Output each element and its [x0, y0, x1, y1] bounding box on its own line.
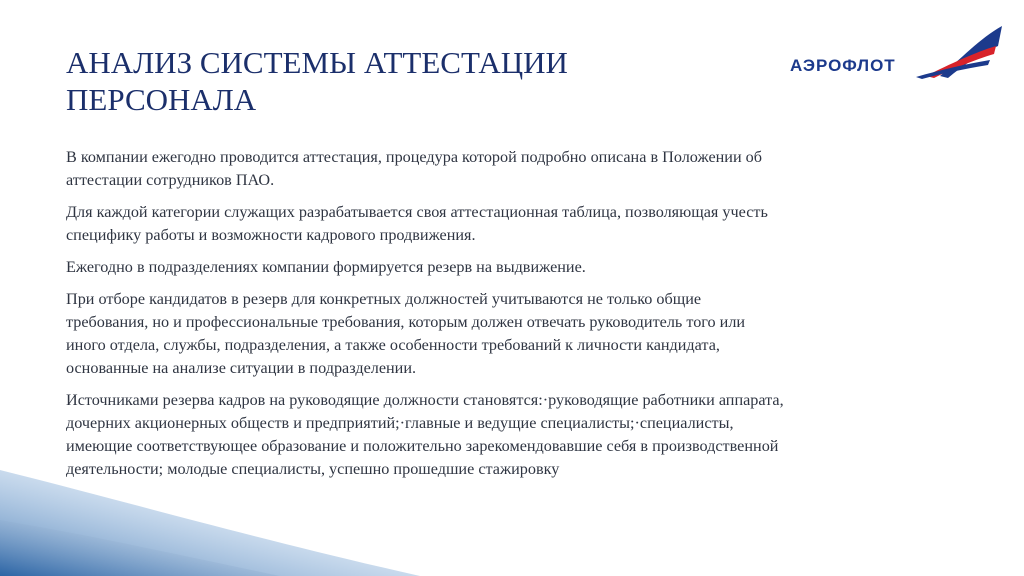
paragraph: Источниками резерва кадров на руководящие должности становятся:·руководящие работники аппарата, дочерних акционерных обществ и предприятий;·главные и ведущие специалисты;·специалисты, имеющие соответствующее образование и положительно зарекомендовавшие себя в производственной деятельности; молодые специалисты, успешно прошедшие стажировку [66, 391, 784, 478]
logo-text: АЭРОФЛОТ [790, 56, 896, 75]
title-line-2: ПЕРСОНАЛА [66, 82, 257, 117]
page-title [66, 44, 706, 118]
paragraph: При отборе кандидатов в резерв для конкретных должностей учитываются не только общие требования, но и профессиональные требования, которым должен отвечать руководитель того или иного отдела, службы, подразделения, а также особенности требований к личности кандидата, основанные на анализе ситуации в подразделении. [66, 290, 746, 377]
aeroflot-logo [790, 24, 1005, 82]
title-line-1: АНАЛИЗ СИСТЕМЫ АТТЕСТАЦИИ [66, 45, 568, 80]
paragraph: Для каждой категории служащих разрабатывается своя аттестационная таблица, позволяющая учесть специфику работы и возможности кадрового продвижения. [66, 203, 768, 244]
paragraph: Ежегодно в подразделениях компании формируется резерв на выдвижение. [66, 258, 586, 276]
paragraph: В компании ежегодно проводится аттестация, процедура которой подробно описана в Положении об аттестации сотрудников ПАО. [66, 148, 763, 189]
body-text [66, 146, 786, 490]
